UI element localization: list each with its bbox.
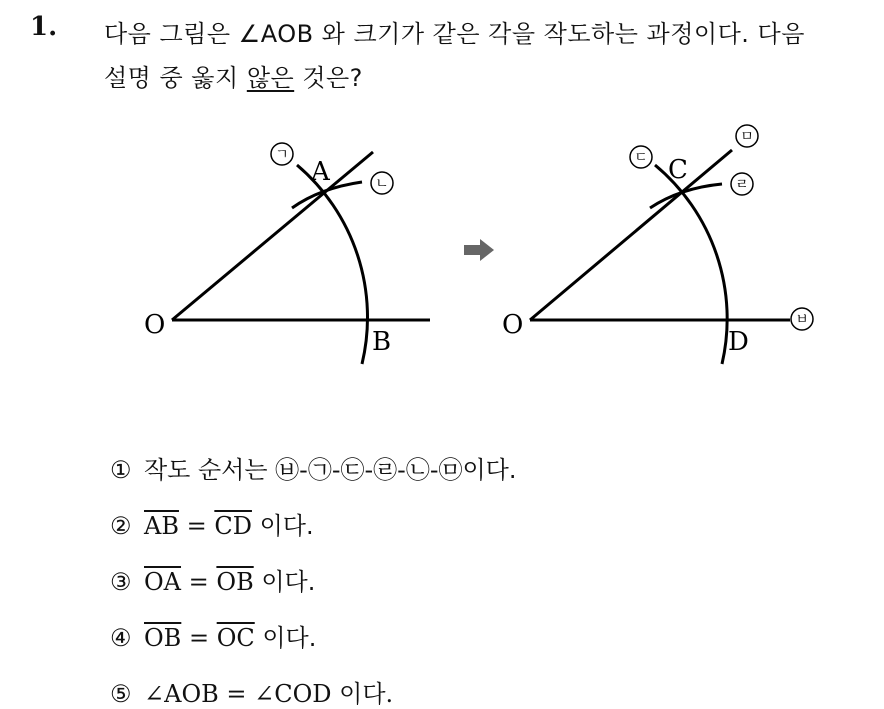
step-marker-5-label: ㅁ xyxy=(740,129,754,145)
option-1[interactable] xyxy=(110,450,516,485)
segment-CD: $\overline{CD}$ xyxy=(214,512,252,540)
segment-AB: $\overline{AB}$ xyxy=(144,512,179,540)
question-text-line1: 다음 그림은 ∠AOB 와 크기가 같은 각을 작도하는 과정이다. 다음 xyxy=(104,20,805,48)
option-1-text: 작도 순서는 ㉥-㉠-㉢-㉣-㉡-㉤이다. xyxy=(144,456,517,484)
arc-large xyxy=(297,165,368,364)
step-marker-3 xyxy=(630,146,652,168)
step-marker-4 xyxy=(731,173,753,195)
label-B: B xyxy=(372,327,392,357)
option-5-text: ∠AOB = ∠COD 이다. xyxy=(144,680,394,708)
label-A: A xyxy=(311,157,330,187)
label-O-right: O xyxy=(502,310,524,340)
option-2-mark: ② xyxy=(110,512,132,540)
step-marker-1 xyxy=(271,143,293,165)
option-4-mark: ④ xyxy=(110,624,132,652)
question-text-part: 것은? xyxy=(294,64,363,92)
option-3-tail: 이다. xyxy=(253,568,316,596)
segment-OB: $\overline{OB}$ xyxy=(216,568,254,596)
step-marker-2-label: ㄴ xyxy=(375,176,389,192)
segment-OC: $\overline{OC}$ xyxy=(216,624,255,652)
step-marker-1-label: ㄱ xyxy=(275,147,289,163)
ray-OA xyxy=(172,152,373,320)
step-marker-5 xyxy=(736,125,758,147)
label-O-left: O xyxy=(144,310,166,340)
option-3-mark: ③ xyxy=(110,568,132,596)
step-marker-6-label: ㅂ xyxy=(795,312,809,328)
segment-OB: $\overline{OB}$ xyxy=(144,624,182,652)
question-text-part: 설명 중 옳지 xyxy=(104,64,247,92)
arc-large-right xyxy=(655,165,727,364)
step-marker-2 xyxy=(371,172,393,194)
option-4[interactable] xyxy=(110,618,316,653)
step-marker-6 xyxy=(791,308,813,330)
option-5-mark: ⑤ xyxy=(110,680,132,708)
option-2-tail: 이다. xyxy=(251,512,314,540)
option-2[interactable] xyxy=(110,506,314,541)
option-3[interactable] xyxy=(110,562,315,597)
option-5[interactable] xyxy=(110,674,393,709)
option-1-mark: ① xyxy=(110,456,132,484)
equals-sign: = xyxy=(178,512,215,540)
right-arrow-icon xyxy=(464,239,494,261)
equals-sign: = xyxy=(181,568,217,596)
segment-OA: $\overline{OA}$ xyxy=(144,568,182,596)
question-number: 1. xyxy=(30,12,58,42)
option-4-tail: 이다. xyxy=(254,624,317,652)
underlined-word: 않은 xyxy=(246,64,295,92)
step-marker-3-label: ㄷ xyxy=(634,150,648,166)
label-C: C xyxy=(668,155,688,185)
step-marker-4-label: ㄹ xyxy=(735,177,749,193)
ray-OC xyxy=(530,150,732,320)
equals-sign: = xyxy=(181,624,217,652)
label-D: D xyxy=(728,327,749,357)
